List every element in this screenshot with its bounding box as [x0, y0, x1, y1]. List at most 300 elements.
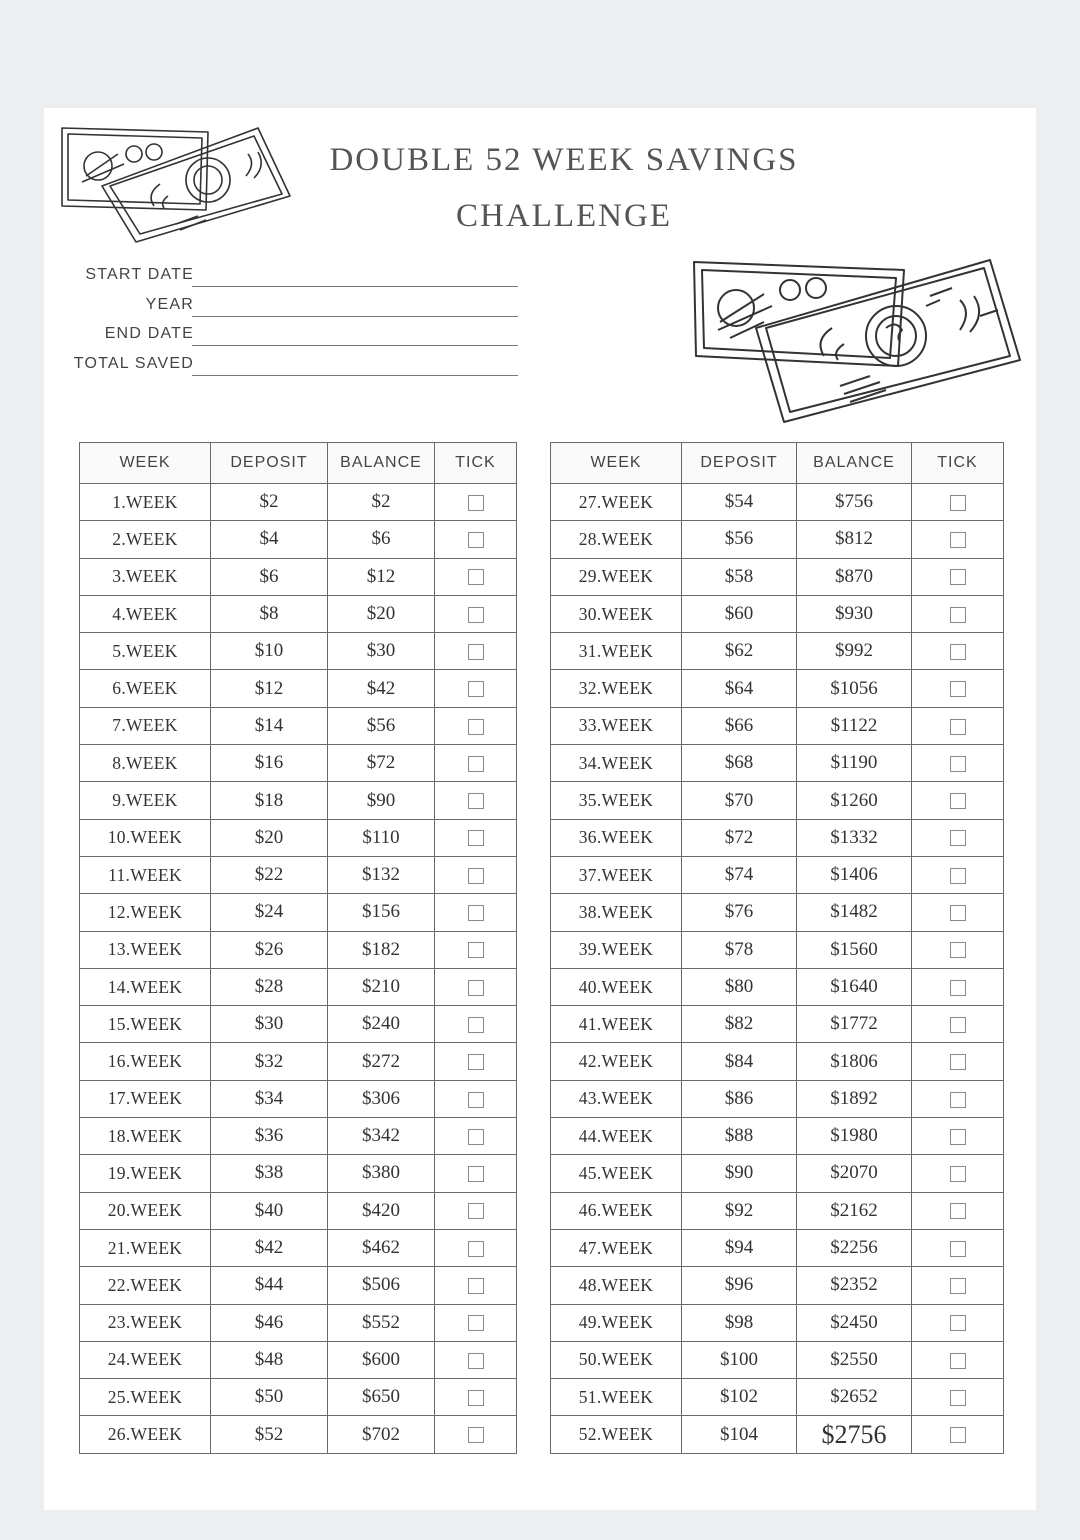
deposit-cell: $28	[211, 968, 328, 1005]
week-cell: 45.WEEK	[551, 1155, 682, 1192]
week-cell: 16.WEEK	[80, 1043, 211, 1080]
week-cell: 50.WEEK	[551, 1341, 682, 1378]
tick-checkbox[interactable]	[950, 495, 966, 511]
deposit-cell: $20	[211, 819, 328, 856]
tick-cell	[912, 1416, 1004, 1453]
table-row	[551, 1304, 1004, 1341]
week-cell: 48.WEEK	[551, 1267, 682, 1304]
deposit-cell: $30	[211, 1006, 328, 1043]
tick-cell	[912, 484, 1004, 521]
money-bills-icon	[690, 256, 1026, 424]
deposit-cell: $36	[211, 1118, 328, 1155]
week-cell: 9.WEEK	[80, 782, 211, 819]
deposit-cell: $98	[682, 1304, 797, 1341]
week-cell: 41.WEEK	[551, 1006, 682, 1043]
table-row	[551, 894, 1004, 931]
deposit-cell: $34	[211, 1080, 328, 1117]
table-row	[80, 1192, 517, 1229]
balance-cell: $930	[797, 595, 912, 632]
header-deposit: DEPOSIT	[682, 443, 797, 484]
deposit-cell: $6	[211, 558, 328, 595]
tick-cell	[435, 707, 517, 744]
balance-cell: $2550	[797, 1341, 912, 1378]
table-row	[551, 745, 1004, 782]
week-cell: 43.WEEK	[551, 1080, 682, 1117]
tick-checkbox[interactable]	[468, 1092, 484, 1108]
balance-cell: $156	[328, 894, 435, 931]
table-row	[80, 1416, 517, 1453]
week-cell: 22.WEEK	[80, 1267, 211, 1304]
tick-cell	[912, 968, 1004, 1005]
tick-checkbox[interactable]	[468, 644, 484, 660]
week-cell: 51.WEEK	[551, 1379, 682, 1416]
week-cell: 17.WEEK	[80, 1080, 211, 1117]
week-cell: 11.WEEK	[80, 856, 211, 893]
savings-sheet	[44, 108, 1036, 1510]
deposit-cell: $64	[682, 670, 797, 707]
week-cell: 44.WEEK	[551, 1118, 682, 1155]
table-row	[80, 1304, 517, 1341]
table-row	[551, 1080, 1004, 1117]
week-cell: 25.WEEK	[80, 1379, 211, 1416]
tick-cell	[435, 1043, 517, 1080]
tick-checkbox[interactable]	[468, 719, 484, 735]
balance-cell: $1332	[797, 819, 912, 856]
deposit-cell: $44	[211, 1267, 328, 1304]
tick-checkbox[interactable]	[950, 1353, 966, 1369]
week-cell: 19.WEEK	[80, 1155, 211, 1192]
tick-checkbox[interactable]	[950, 569, 966, 585]
deposit-cell: $4	[211, 521, 328, 558]
week-cell: 12.WEEK	[80, 894, 211, 931]
balance-cell: $1190	[797, 745, 912, 782]
start-date-line[interactable]	[192, 286, 518, 287]
table-row	[80, 1043, 517, 1080]
table-row	[80, 894, 517, 931]
title-line-1: DOUBLE 52 WEEK SAVINGS	[329, 142, 799, 178]
table-row	[551, 521, 1004, 558]
tick-checkbox[interactable]	[950, 868, 966, 884]
tick-checkbox[interactable]	[468, 532, 484, 548]
deposit-cell: $54	[682, 484, 797, 521]
table-header-row	[80, 443, 517, 484]
deposit-cell: $76	[682, 894, 797, 931]
tick-checkbox[interactable]	[950, 1315, 966, 1331]
deposit-cell: $80	[682, 968, 797, 1005]
deposit-cell: $26	[211, 931, 328, 968]
tick-checkbox[interactable]	[950, 681, 966, 697]
balance-cell: $812	[797, 521, 912, 558]
deposit-cell: $68	[682, 745, 797, 782]
total-saved-field[interactable]	[68, 351, 518, 381]
deposit-cell: $62	[682, 633, 797, 670]
tick-checkbox[interactable]	[468, 1315, 484, 1331]
week-cell: 2.WEEK	[80, 521, 211, 558]
start-date-label: START DATE	[85, 266, 194, 283]
table-row	[551, 1192, 1004, 1229]
header-week: WEEK	[551, 443, 682, 484]
table-row	[80, 1379, 517, 1416]
tick-checkbox[interactable]	[950, 1017, 966, 1033]
balance-cell: $552	[328, 1304, 435, 1341]
deposit-cell: $66	[682, 707, 797, 744]
week-cell: 4.WEEK	[80, 595, 211, 632]
tick-checkbox[interactable]	[950, 905, 966, 921]
tick-checkbox[interactable]	[468, 681, 484, 697]
year-label: YEAR	[145, 295, 194, 313]
week-cell: 34.WEEK	[551, 745, 682, 782]
tick-checkbox[interactable]	[468, 1166, 484, 1182]
table-row	[551, 595, 1004, 632]
tick-checkbox[interactable]	[468, 1054, 484, 1070]
balance-cell: $272	[328, 1043, 435, 1080]
deposit-cell: $40	[211, 1192, 328, 1229]
header-deposit: DEPOSIT	[211, 443, 328, 484]
balance-cell: $56	[328, 707, 435, 744]
deposit-cell: $104	[682, 1416, 797, 1453]
savings-table-weeks-27-52	[550, 442, 1004, 1454]
tick-cell	[912, 856, 1004, 893]
balance-cell: $2256	[797, 1229, 912, 1266]
tick-cell	[912, 1341, 1004, 1378]
tick-cell	[912, 633, 1004, 670]
end-date-label: END DATE	[104, 325, 194, 342]
table-row	[80, 707, 517, 744]
balance-cell: $2450	[797, 1304, 912, 1341]
deposit-cell: $46	[211, 1304, 328, 1341]
table-row	[551, 670, 1004, 707]
balance-cell: $240	[328, 1006, 435, 1043]
tick-cell	[912, 1379, 1004, 1416]
tick-cell	[435, 558, 517, 595]
table-row	[80, 670, 517, 707]
total-saved-line[interactable]	[192, 375, 518, 376]
tick-checkbox[interactable]	[950, 1390, 966, 1406]
tick-cell	[435, 1341, 517, 1378]
tick-checkbox[interactable]	[468, 868, 484, 884]
deposit-cell: $102	[682, 1379, 797, 1416]
tick-checkbox[interactable]	[950, 1129, 966, 1145]
week-cell: 39.WEEK	[551, 931, 682, 968]
deposit-cell: $82	[682, 1006, 797, 1043]
week-cell: 20.WEEK	[80, 1192, 211, 1229]
balance-cell: $1892	[797, 1080, 912, 1117]
tick-cell	[912, 1229, 1004, 1266]
tick-checkbox[interactable]	[468, 1278, 484, 1294]
table-row	[551, 1155, 1004, 1192]
tick-cell	[435, 782, 517, 819]
deposit-cell: $70	[682, 782, 797, 819]
table-row	[80, 782, 517, 819]
table-row	[551, 1379, 1004, 1416]
table-header-row	[551, 443, 1004, 484]
balance-cell: $462	[328, 1229, 435, 1266]
tick-checkbox[interactable]	[468, 569, 484, 585]
table-row	[551, 1006, 1004, 1043]
week-cell: 36.WEEK	[551, 819, 682, 856]
balance-cell: $756	[797, 484, 912, 521]
week-cell: 46.WEEK	[551, 1192, 682, 1229]
balance-cell: $2352	[797, 1267, 912, 1304]
table-row	[80, 484, 517, 521]
tick-cell	[435, 1080, 517, 1117]
week-cell: 26.WEEK	[80, 1416, 211, 1453]
table-row	[80, 521, 517, 558]
deposit-cell: $78	[682, 931, 797, 968]
tick-checkbox[interactable]	[468, 1427, 484, 1443]
week-cell: 24.WEEK	[80, 1341, 211, 1378]
balance-cell: $12	[328, 558, 435, 595]
page-title	[294, 132, 834, 244]
year-field[interactable]	[68, 292, 518, 322]
tick-cell	[435, 595, 517, 632]
tick-cell	[912, 1080, 1004, 1117]
tick-cell	[912, 521, 1004, 558]
tick-cell	[435, 484, 517, 521]
week-cell: 14.WEEK	[80, 968, 211, 1005]
table-row	[80, 1341, 517, 1378]
tick-checkbox[interactable]	[468, 830, 484, 846]
week-cell: 7.WEEK	[80, 707, 211, 744]
tick-checkbox[interactable]	[950, 644, 966, 660]
deposit-cell: $56	[682, 521, 797, 558]
tick-checkbox[interactable]	[950, 1166, 966, 1182]
tick-checkbox[interactable]	[468, 495, 484, 511]
balance-cell: $420	[328, 1192, 435, 1229]
week-cell: 29.WEEK	[551, 558, 682, 595]
tick-checkbox[interactable]	[950, 1427, 966, 1443]
tick-cell	[912, 1155, 1004, 1192]
week-cell: 18.WEEK	[80, 1118, 211, 1155]
deposit-cell: $14	[211, 707, 328, 744]
balance-cell: $1640	[797, 968, 912, 1005]
deposit-cell: $12	[211, 670, 328, 707]
table-row	[551, 707, 1004, 744]
table-row	[551, 1229, 1004, 1266]
tick-cell	[912, 1192, 1004, 1229]
deposit-cell: $16	[211, 745, 328, 782]
balance-cell: $1806	[797, 1043, 912, 1080]
deposit-cell: $8	[211, 595, 328, 632]
week-cell: 40.WEEK	[551, 968, 682, 1005]
table-row	[551, 558, 1004, 595]
week-cell: 8.WEEK	[80, 745, 211, 782]
tick-cell	[912, 1118, 1004, 1155]
tick-cell	[912, 1006, 1004, 1043]
tick-checkbox[interactable]	[468, 607, 484, 623]
balance-cell: $2756	[797, 1416, 912, 1453]
balance-cell: $870	[797, 558, 912, 595]
tick-checkbox[interactable]	[950, 607, 966, 623]
end-date-line[interactable]	[192, 345, 518, 346]
tick-checkbox[interactable]	[468, 980, 484, 996]
balance-cell: $132	[328, 856, 435, 893]
week-cell: 30.WEEK	[551, 595, 682, 632]
table-row	[80, 856, 517, 893]
balance-cell: $506	[328, 1267, 435, 1304]
tick-cell	[435, 931, 517, 968]
balance-cell: $2652	[797, 1379, 912, 1416]
balance-cell: $1482	[797, 894, 912, 931]
tick-checkbox[interactable]	[950, 793, 966, 809]
tick-cell	[435, 1416, 517, 1453]
deposit-cell: $58	[682, 558, 797, 595]
table-row	[551, 931, 1004, 968]
week-cell: 49.WEEK	[551, 1304, 682, 1341]
tick-cell	[435, 521, 517, 558]
tick-checkbox[interactable]	[950, 1241, 966, 1257]
balance-cell: $702	[328, 1416, 435, 1453]
balance-cell: $182	[328, 931, 435, 968]
week-cell: 21.WEEK	[80, 1229, 211, 1266]
tick-cell	[435, 1192, 517, 1229]
tick-checkbox[interactable]	[468, 1241, 484, 1257]
balance-cell: $1406	[797, 856, 912, 893]
balance-cell: $30	[328, 633, 435, 670]
title-line-2: CHALLENGE	[456, 198, 672, 234]
table-row	[80, 968, 517, 1005]
week-cell: 42.WEEK	[551, 1043, 682, 1080]
tick-cell	[435, 745, 517, 782]
tick-cell	[435, 670, 517, 707]
deposit-cell: $86	[682, 1080, 797, 1117]
table-row	[551, 1043, 1004, 1080]
table-row	[551, 1416, 1004, 1453]
table-row	[80, 1006, 517, 1043]
balance-cell: $1772	[797, 1006, 912, 1043]
week-cell: 33.WEEK	[551, 707, 682, 744]
year-line[interactable]	[192, 316, 518, 317]
tick-checkbox[interactable]	[468, 793, 484, 809]
tick-checkbox[interactable]	[950, 756, 966, 772]
header-tick: TICK	[435, 443, 517, 484]
deposit-cell: $22	[211, 856, 328, 893]
table-row	[80, 1229, 517, 1266]
balance-cell: $2070	[797, 1155, 912, 1192]
deposit-cell: $74	[682, 856, 797, 893]
week-cell: 47.WEEK	[551, 1229, 682, 1266]
start-date-field[interactable]	[68, 262, 518, 292]
week-cell: 5.WEEK	[80, 633, 211, 670]
deposit-cell: $42	[211, 1229, 328, 1266]
balance-cell: $1056	[797, 670, 912, 707]
tick-checkbox[interactable]	[468, 905, 484, 921]
week-cell: 6.WEEK	[80, 670, 211, 707]
week-cell: 15.WEEK	[80, 1006, 211, 1043]
balance-cell: $600	[328, 1341, 435, 1378]
week-cell: 38.WEEK	[551, 894, 682, 931]
balance-cell: $342	[328, 1118, 435, 1155]
tick-checkbox[interactable]	[950, 942, 966, 958]
tick-checkbox[interactable]	[950, 1054, 966, 1070]
tick-cell	[912, 782, 1004, 819]
deposit-cell: $94	[682, 1229, 797, 1266]
table-row	[80, 931, 517, 968]
balance-cell: $1560	[797, 931, 912, 968]
week-cell: 52.WEEK	[551, 1416, 682, 1453]
balance-cell: $992	[797, 633, 912, 670]
tick-cell	[912, 1267, 1004, 1304]
tick-checkbox[interactable]	[468, 756, 484, 772]
balance-cell: $90	[328, 782, 435, 819]
tick-cell	[912, 670, 1004, 707]
balance-cell: $306	[328, 1080, 435, 1117]
table-row	[551, 1341, 1004, 1378]
balance-cell: $1260	[797, 782, 912, 819]
tick-checkbox[interactable]	[950, 1092, 966, 1108]
info-fields	[68, 262, 518, 380]
table-row	[551, 633, 1004, 670]
header-balance: BALANCE	[797, 443, 912, 484]
tick-cell	[912, 558, 1004, 595]
tick-checkbox[interactable]	[468, 1390, 484, 1406]
balance-cell: $1122	[797, 707, 912, 744]
deposit-cell: $24	[211, 894, 328, 931]
deposit-cell: $32	[211, 1043, 328, 1080]
tick-checkbox[interactable]	[950, 980, 966, 996]
money-bills-icon	[58, 124, 294, 246]
tick-checkbox[interactable]	[950, 1203, 966, 1219]
tick-checkbox[interactable]	[950, 830, 966, 846]
week-cell: 10.WEEK	[80, 819, 211, 856]
deposit-cell: $92	[682, 1192, 797, 1229]
table-row	[80, 595, 517, 632]
tick-checkbox[interactable]	[468, 1129, 484, 1145]
deposit-cell: $60	[682, 595, 797, 632]
tick-checkbox[interactable]	[950, 1278, 966, 1294]
tick-cell	[435, 968, 517, 1005]
balance-cell: $72	[328, 745, 435, 782]
week-cell: 37.WEEK	[551, 856, 682, 893]
deposit-cell: $100	[682, 1341, 797, 1378]
table-row	[80, 819, 517, 856]
savings-table-weeks-1-26	[79, 442, 517, 1454]
week-cell: 31.WEEK	[551, 633, 682, 670]
balance-cell: $42	[328, 670, 435, 707]
tick-cell	[912, 707, 1004, 744]
table-row	[551, 819, 1004, 856]
tick-cell	[435, 1267, 517, 1304]
tick-cell	[435, 1006, 517, 1043]
week-cell: 35.WEEK	[551, 782, 682, 819]
tick-checkbox[interactable]	[950, 719, 966, 735]
table-row	[551, 968, 1004, 1005]
tick-cell	[912, 1304, 1004, 1341]
tick-cell	[435, 633, 517, 670]
table-row	[551, 782, 1004, 819]
tick-checkbox[interactable]	[468, 1017, 484, 1033]
balance-cell: $2162	[797, 1192, 912, 1229]
end-date-field[interactable]	[68, 321, 518, 351]
tick-checkbox[interactable]	[468, 942, 484, 958]
total-saved-label: TOTAL SAVED	[73, 354, 194, 372]
tick-cell	[435, 1118, 517, 1155]
tick-checkbox[interactable]	[468, 1353, 484, 1369]
tick-cell	[912, 894, 1004, 931]
deposit-cell: $72	[682, 819, 797, 856]
header-week: WEEK	[80, 443, 211, 484]
week-cell: 3.WEEK	[80, 558, 211, 595]
table-row	[80, 745, 517, 782]
table-row	[80, 633, 517, 670]
week-cell: 28.WEEK	[551, 521, 682, 558]
table-row	[551, 1118, 1004, 1155]
header-tick: TICK	[912, 443, 1004, 484]
tick-cell	[912, 595, 1004, 632]
tick-checkbox[interactable]	[468, 1203, 484, 1219]
tick-checkbox[interactable]	[950, 532, 966, 548]
deposit-cell: $2	[211, 484, 328, 521]
